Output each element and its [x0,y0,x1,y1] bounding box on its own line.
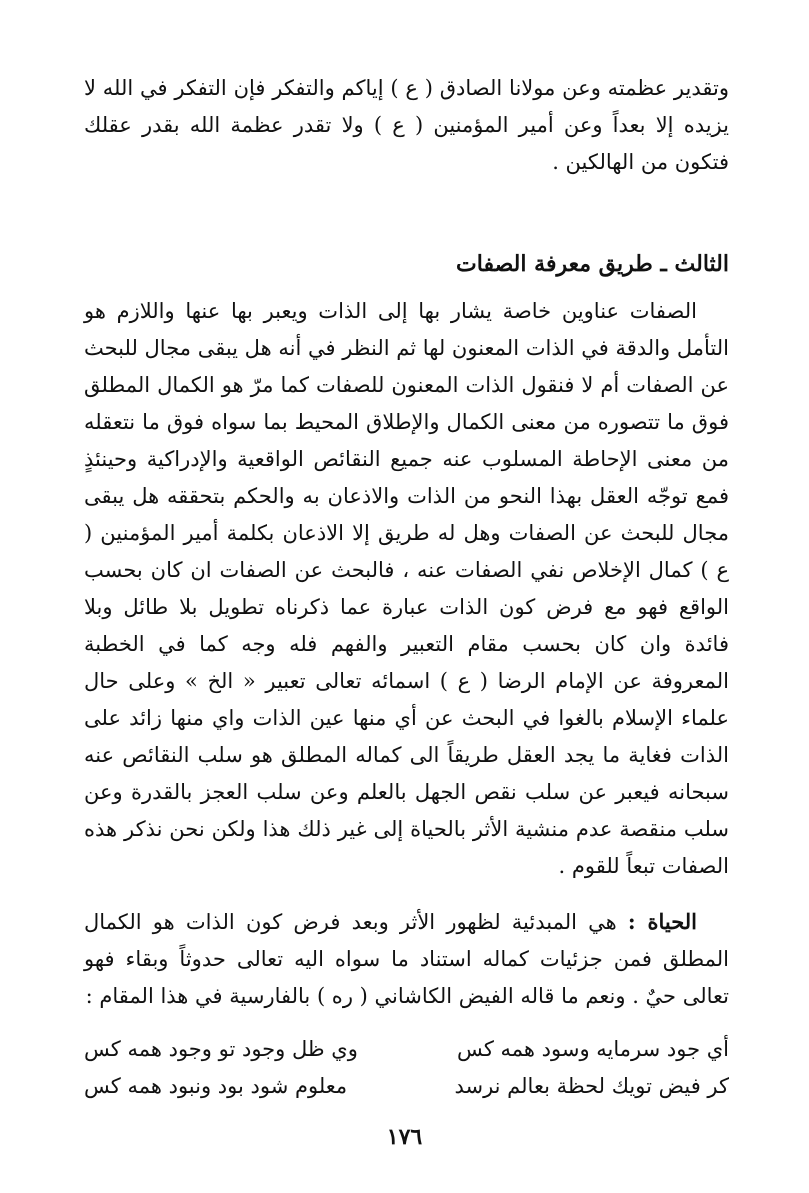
page-number: ١٧٦ [386,1124,423,1150]
verse-line [84,1068,729,1105]
life-paragraph [84,903,729,1015]
intro-paragraph: وتقدير عظمته وعن مولانا الصادق ( ع ) إياكم والتفكر فإن التفكر في الله لا يزيده إلا بعداً وعن أمير المؤمنين ( ع ) ولا تقدر عظمة الله بقدر عقلك فتكون من الهالكين . [84,76,729,174]
persian-verse [84,1031,729,1105]
verse-line [84,1031,729,1068]
section-title: الثالث ـ طريق معرفة الصفات [456,251,729,277]
verse-hemistich-first: كر فيض تويك لحظة بعالم نرسد [454,1074,729,1098]
verse-hemistich-first: أي جود سرمايه وسود همه كس [457,1037,729,1061]
verse-hemistich-second: وي ظل وجود تو وجود همه كس [84,1037,358,1061]
life-text: هي المبدئية لظهور الأثر وبعد فرض كون الذات هو الكمال المطلق فمن جزئيات كماله استناد ما سواه اليه تعالى حدوثاً وبقاء فهو تعالى حيٌ . ونعم ما قاله الفيض الكاشاني ( ره ) بالفارسية في هذا المقام : [84,910,729,1008]
verse-hemistich-second: معلوم شود بود ونبود همه كس [84,1074,348,1098]
life-term: الحياة : [627,909,697,934]
attributes-paragraph: الصفات عناوين خاصة يشار بها إلى الذات ويعبر بها عنها واللازم هو التأمل والدقة في الذات المعنون لها ثم النظر في أنه هل يبقى مجال للبحث عن الصفات أم لا فنقول الذات المعنون للصفات كما مرّ هو الكمال المطلق فوق ما تتصوره من معنى الكمال والإطلاق المحيط بما سواه فوق ما نتعقله من معنى الإحاطة المسلوب عنه جميع النقائص الواقعية والإدراكية وحينئذٍ فمع توجّه العقل بهذا النحو من الذات والاذعان به والحكم بتحققه هل يبقى مجال للبحث عن الصفات وهل له طريق إلا الاذعان بكلمة أمير المؤمنين ( ع ) كمال الإخلاص نفي الصفات عنه ، فالبحث عن الصفات ان كان بحسب الواقع فهو مع فرض كون الذات عبارة عما ذكرناه تطويل بلا طائل وبلا فائدة وان كان بحسب مقام التعبير والفهم فله وجه كما في الخطبة المعروفة عن الإمام الرضا ( ع ) اسمائه تعالى تعبير « الخ » وعلى حال علماء الإسلام بالغوا في البحث عن أي منها عين الذات واي منها زائد على الذات فغاية ما يجد العقل طريقاً الى كماله المطلق هو سلب النقائص عنه سبحانه فيعبر عن سلب نقص الجهل بالعلم وعن سلب العجز بالقدرة وعن سلب منقصة عدم منشية الأثر بالحياة إلى غير ذلك هذا ولكن نحن نذكر هذه الصفات تبعاً للقوم . [84,299,729,878]
